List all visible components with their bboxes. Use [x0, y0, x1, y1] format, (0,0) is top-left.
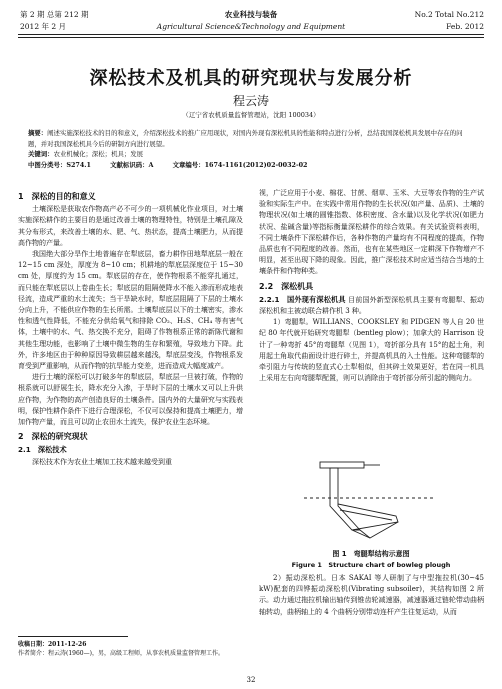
page-number: 32: [246, 676, 256, 684]
author-name: 程云涛: [232, 94, 269, 108]
figure-caption-cn: 图 1 弯腿犁结构示意图: [332, 550, 410, 558]
issue-number-en: No.2 Total No.212: [414, 10, 484, 19]
section-1-paragraph-1: 土壤深松是获取农作物高产必不可少的一项机械化作业项目，对土壤实施深松耕作的主要目的是通过改善土壤的物理特性，特别是土壤孔隙及其分布形式，来改善土壤的水、肥、气、热状态，提高土壤肥力，从而提高作物的产量。: [18, 205, 243, 247]
keywords-line: [28, 149, 474, 160]
section-2-2-heading: 2.2 深松机具: [259, 281, 314, 291]
figure-bent-wing: [338, 504, 398, 530]
journal-name-cn: 农业科技与装备: [224, 10, 278, 19]
right-column-bottom: [259, 573, 484, 618]
header-rule: [18, 34, 484, 35]
abstract-text: 阐述实施深松技术的目的和意义，介绍深松技术的推广应用现状，对国内外现有深松机具的性能和特点进行分析，总结我国深松机具发展中存在的问题，并对我国深松机具今后的研制方向进行展望。: [28, 129, 463, 148]
section-2-2-1-heading: 2.2.1 国外现有深松机具: [259, 294, 346, 304]
bowleg-plough-figure: [300, 458, 440, 546]
right-column-top: [259, 188, 484, 384]
header-rule-2: [18, 37, 484, 38]
abstract-block: [28, 128, 474, 170]
abstract-label: 摘要：: [28, 129, 48, 137]
section-2-2-1-text: 目前国外新型深松机具主要有弯腿犁、振动深松机和主被动联合耕作机 3 种。: [259, 295, 485, 316]
section-2-2-1-line: [259, 294, 484, 317]
figure-caption-en: Figure 1 Structure chart of bowleg plough: [291, 561, 451, 569]
keywords-label: 关键词：: [28, 150, 54, 158]
right-paragraph-3: 2）振动深松机。日本 SAKAI 等人研制了与中型拖拉机(30~45 kW)配套的四铧振动深松机(Vibrating subsoiler)，其结构如图 2 所示。动力通过拖拉机输出轴传到锥齿轮减速器，减速器通过链轮带动曲柄轴转动，曲柄轴上的 4 个曲柄分别带动连杆产生往复运动，从而: [259, 574, 484, 616]
author-affiliation: （辽宁省农机质量监督管理站，沈阳 100034）: [182, 111, 320, 119]
section-2-1-heading: 2.1 深松技术: [18, 445, 67, 455]
figure-wing-edge: [340, 510, 392, 520]
figure-shank: [330, 468, 360, 530]
abstract-paragraph: [28, 128, 474, 149]
footnote-rule: [18, 636, 128, 637]
section-1-heading: 1 深松的目的和意义: [18, 192, 96, 201]
footnote: [18, 640, 243, 658]
classification-line: 中图分类号：S274.1 文献标识码：A 文章编号：1674-1161(2012)02-0032-02: [28, 160, 308, 169]
section-1-paragraph-3: 进行土壤的深松可以打破多年的犁底层，犁底层一旦被打破，作物的根系就可以舒展生长，降水充分入渗，于旱时下层的土壤水又可以上升供应作物，为作物的高产创造良好的土壤条件。国内外的大量研究与实践表明，保护性耕作条件下进行合理深松，不仅可以保持和提高土壤肥力，增加作物产量，而且可以防止农田水土流失，保护农业生态环境。: [18, 373, 243, 427]
issue-date: 2012 年 2 月: [20, 22, 67, 31]
section-2-1-paragraph: 深松技术作为农业土壤加工技术越来越受到重: [32, 457, 172, 466]
right-paragraph-2: 1）弯腿犁。WILLIANS、COOKSLEY 和 PIDGEN 等人自 20 世纪 80 年代就开始研究弯腿犁（bentleg plow）；加拿大的 Harrison 设计了一种弯折 45°的弯腿犁（见图 1），弯折部分具有 15°的起土角，利用起土角取代曲面设计进行碎土，并提高机具的入土性能。这种弯腿犁的牵引阻力与传统的竖直式心土犁相似，但其碎土效果更好，若在同一机具上采用左右向弯腿犁配置，则可以消除由于弯折部分所引起的侧向力。: [259, 318, 484, 383]
issue-date-en: Feb. 2012: [446, 22, 484, 31]
section-2-heading: 2 深松的研究现状: [18, 432, 88, 442]
journal-name-en: Agricultural Science&Technology and Equipment: [156, 22, 346, 31]
article-title: 深松技术及机具的研究现状与发展分析: [89, 68, 413, 89]
issue-number: 第 2 期 总第 212 期: [20, 10, 89, 19]
figure-frame-bar: [320, 462, 364, 468]
keywords-text: 农业机械化；深松；机具；发展: [53, 150, 144, 158]
section-1-paragraph-2: 我国绝大部分旱作土地普遍存在犁底层，畜力耕作田地犁底层一般在 12~15 cm 深处，厚度为 8~10 cm；机耕地的犁底层深度位于 15~30 cm 处，厚度约为 15 cm。犁底层的存在，使作物根系不能穿扎通过，而只能在犁底层以上卷曲生长；犁底层的阻隔使降水不能入渗而形成地表径流，造成严重的水土流失；当干旱缺水时，犁底层阻隔了下层的土壤水分向上升，不能供应作物的生长所需。土壤犁底层以下的土壤密实，渗水性和透气性降低，不能充分供给氧气和排除 CO₂、H₂S、CH₄ 等有害气体，土壤中的水、气、热交换不充分，阻碍了作物根系正常的新陈代谢和其他生理功能，也影响了土壤中微生物的生存和繁殖，导致地力下降。此外，许多地区由于种种原因导致耕层越来越浅，犁底层变浅，作物根系发育受到严重影响，从而作物的抗旱能力变差，进而造成大幅度减产。: [18, 250, 243, 371]
left-column: [18, 188, 243, 468]
right-paragraph-1: 视，广泛应用于小麦、棉花、甘蔗、烟草、玉米、大豆等农作物的生产试验和实际生产中。在实践中常用作物的生长状况(如产量、品质)、土壤的物理状况(如土壤的圆锥指数、体积密度、含水量)以及化学状况(如肥力状况、盐碱含量)等指标衡量深松耕作的综合效果。有关试验资料表明，不同土壤条件下深松耕作后，各种作物的产量均有不同程度的提高，作物品质也有不同程度的改善。然而，也有在某些地区一定耕深下作物增产不明显，甚至出现下降的现象。因此，推广深松技术时应适当结合当地的土壤条件和作物种类。: [259, 189, 484, 276]
author-bio: 作者简介：程云涛(1960—)，男，高级工程师，从事农机质量监督管理工作。: [18, 650, 224, 657]
received-date: 收稿日期：2011-12-26: [18, 641, 87, 648]
